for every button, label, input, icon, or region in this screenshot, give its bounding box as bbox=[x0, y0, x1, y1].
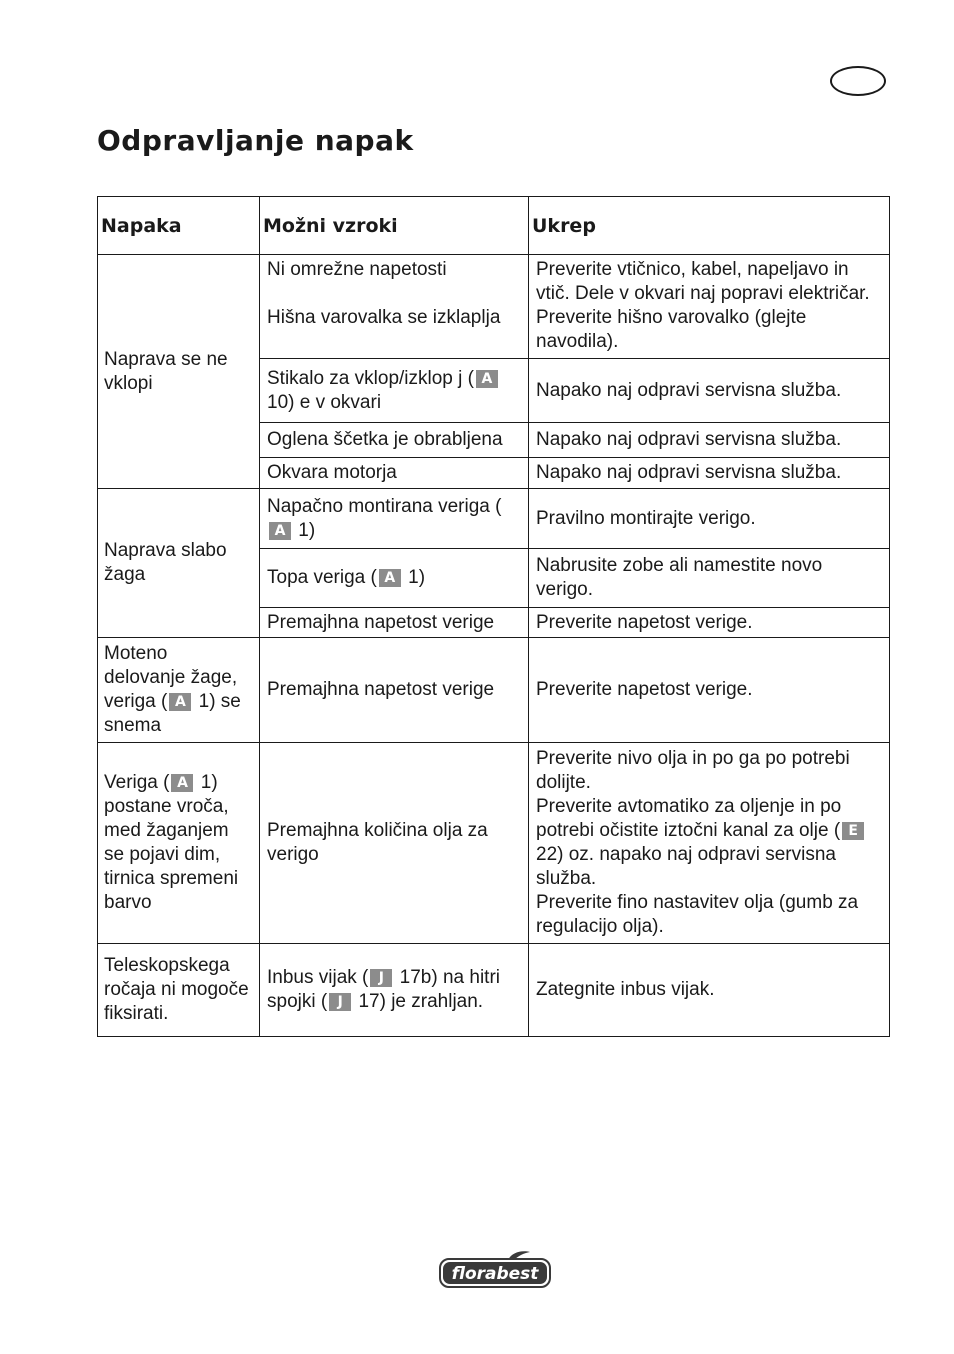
figure-ref-badge: A bbox=[379, 569, 401, 587]
figure-ref-badge: A bbox=[476, 370, 498, 388]
cause-text: 1) bbox=[402, 567, 426, 588]
action-cell: Nabrusite zobe ali namestite novo verigo. bbox=[529, 549, 890, 608]
figure-ref-badge: A bbox=[269, 522, 291, 540]
header-causes: Možni vzroki bbox=[260, 197, 529, 255]
cause-cell bbox=[260, 359, 529, 423]
cause-text: Hišna varovalka se izklaplja bbox=[267, 307, 501, 328]
cause-cell bbox=[260, 255, 529, 359]
logo-text: florabest bbox=[451, 1264, 539, 1284]
action-text: 22) oz. napako naj odpravi servisna služba. bbox=[536, 844, 836, 889]
fault-cell bbox=[98, 743, 260, 944]
action-text: Preverite fino nastavitev olja (gumb za regulacijo olja). bbox=[536, 892, 859, 937]
figure-ref-badge: E bbox=[842, 822, 864, 840]
cause-text: 17) je zrahljan. bbox=[353, 991, 484, 1012]
table-header-row bbox=[98, 197, 890, 255]
cause-text: 17b) na hitri spojki ( bbox=[267, 967, 500, 1012]
fault-text: Veriga ( bbox=[104, 772, 170, 793]
cause-cell: Premajhna napetost verige bbox=[260, 608, 529, 638]
florabest-logo bbox=[438, 1250, 552, 1290]
fault-cell: Naprava slabo žaga bbox=[98, 489, 260, 638]
action-cell: Napako naj odpravi servisna služba. bbox=[529, 458, 890, 489]
cause-text: Inbus vijak ( bbox=[267, 967, 369, 988]
action-cell: Preverite napetost verige. bbox=[529, 608, 890, 638]
cause-text: 10) e v okvari bbox=[267, 391, 382, 413]
header-fault: Napaka bbox=[98, 197, 260, 255]
language-badge bbox=[830, 66, 886, 96]
cause-cell: Premajhna količina olja za verigo bbox=[260, 743, 529, 944]
figure-ref-badge: A bbox=[169, 693, 191, 711]
action-cell: Napako naj odpravi servisna služba. bbox=[529, 423, 890, 458]
cause-text: Napačno montirana veriga ( bbox=[267, 495, 502, 517]
cause-cell bbox=[260, 944, 529, 1037]
action-cell: Zategnite inbus vijak. bbox=[529, 944, 890, 1037]
fault-cell: Naprava se ne vklopi bbox=[98, 255, 260, 489]
fault-cell: Teleskopskega ročaja ni mogoče fiksirati. bbox=[98, 944, 260, 1037]
cause-text: Ni omrežne napetosti bbox=[267, 259, 447, 280]
troubleshooting-table bbox=[97, 196, 890, 1037]
cause-cell bbox=[260, 489, 529, 549]
table-row bbox=[98, 743, 890, 944]
fault-text: Moteno delovanje žage, veriga ( bbox=[104, 643, 238, 712]
action-cell: Napako naj odpravi servisna služba. bbox=[529, 359, 890, 423]
cause-text: 1) bbox=[293, 519, 316, 541]
action-cell: Preverite napetost verige. bbox=[529, 638, 890, 743]
fault-text: 1) postane vroča, med žaganjem se pojavi dim, tirnica spremeni barvo bbox=[104, 772, 239, 913]
figure-ref-badge: J bbox=[370, 969, 392, 987]
action-text: Preverite nivo olja in po ga po potrebi dolijte. bbox=[536, 748, 850, 793]
cause-cell: Premajhna napetost verige bbox=[260, 638, 529, 743]
cause-cell: Okvara motorja bbox=[260, 458, 529, 489]
fault-cell bbox=[98, 638, 260, 743]
action-text: Preverite avtomatiko za oljenje in po potrebi očistite iztočni kanal za olje ( bbox=[536, 796, 842, 841]
table-row bbox=[98, 944, 890, 1037]
figure-ref-badge: J bbox=[329, 993, 351, 1011]
cause-cell: Oglena ščetka je obrabljena bbox=[260, 423, 529, 458]
action-cell: Pravilno montirajte verigo. bbox=[529, 489, 890, 549]
cause-text: Topa veriga ( bbox=[267, 567, 377, 588]
fault-text: 1) se snema bbox=[104, 691, 241, 736]
table-row bbox=[98, 638, 890, 743]
table-row bbox=[98, 489, 890, 549]
page-title: Odpravljanje napak bbox=[97, 124, 414, 157]
cause-cell bbox=[260, 549, 529, 608]
table-row bbox=[98, 255, 890, 359]
action-cell: Preverite vtičnico, kabel, napeljavo in vtič. Dele v okvari naj popravi električar. Preverite hišno varovalko (glejte navodila). bbox=[529, 255, 890, 359]
cause-text: Stikalo za vklop/izklop j ( bbox=[267, 367, 474, 389]
action-cell bbox=[529, 743, 890, 944]
header-action: Ukrep bbox=[529, 197, 890, 255]
figure-ref-badge: A bbox=[171, 774, 193, 792]
